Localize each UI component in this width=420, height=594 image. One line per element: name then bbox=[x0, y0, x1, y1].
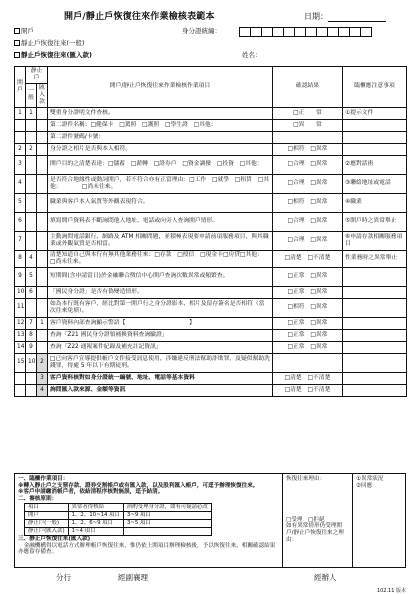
row-open-no: 4 bbox=[15, 174, 26, 193]
name-label: 姓名： bbox=[242, 51, 262, 59]
row-bulk-no bbox=[37, 267, 48, 286]
checklist-table bbox=[14, 66, 407, 397]
row-item: □已向客戶宣導提供帳戶文件接受訊息使用，涉嫌違反刑法幫助詐欺罪，及疑似幫助洗錢罪，得處 5 年以下有期徒刑。 bbox=[48, 353, 273, 372]
table-row bbox=[15, 372, 407, 384]
col-dormant-header: 靜止戶 bbox=[26, 67, 48, 84]
row-general-no: 2 bbox=[26, 143, 37, 155]
row-result[interactable] bbox=[273, 131, 343, 143]
row-general-no bbox=[26, 119, 37, 131]
row-result[interactable]: □合理 □異常 bbox=[273, 174, 343, 193]
row-result[interactable]: □合理 □異常 bbox=[273, 155, 343, 174]
row-note bbox=[343, 317, 407, 329]
instruction-heading-2: 二、審核原則： bbox=[18, 496, 58, 503]
handler-label: 經辦人 bbox=[314, 573, 337, 582]
row-item: 查詢「Z21 國民身分證領補換資料查詢驗證」 bbox=[48, 329, 273, 341]
account-type-section bbox=[14, 28, 406, 62]
row-bulk-no: 2 bbox=[37, 353, 48, 372]
row-result[interactable]: □相符 □異常 bbox=[273, 298, 343, 317]
row-open-no bbox=[15, 119, 26, 131]
table-row bbox=[15, 231, 407, 250]
table-row bbox=[15, 341, 407, 353]
row-result[interactable]: □清楚 □不清楚 bbox=[273, 384, 343, 396]
row-item: 客戶資料內部查詢顯示警語【 】 bbox=[48, 317, 273, 329]
row-result[interactable]: □正常 □異常 bbox=[273, 329, 343, 341]
version-label: 102.11 版本 bbox=[376, 588, 406, 594]
row-open-no bbox=[15, 372, 26, 384]
row-open-no: 14 bbox=[15, 341, 26, 353]
open-account-checkbox[interactable] bbox=[14, 28, 20, 34]
row-bulk-no bbox=[37, 250, 48, 267]
row-note bbox=[343, 131, 407, 143]
row-item: 第二證件名稱：□健保卡 □駕照 □護照 □學生證 □其他： bbox=[48, 119, 273, 131]
table-row bbox=[15, 174, 407, 193]
row-note bbox=[343, 372, 407, 384]
row-bulk-no bbox=[37, 286, 48, 298]
criteria-cell: 開戶 bbox=[25, 511, 69, 519]
row-note: ②應對話術 bbox=[343, 155, 407, 174]
row-note bbox=[343, 119, 407, 131]
row-general-no: 6 bbox=[26, 286, 37, 298]
row-open-no: 11 bbox=[15, 298, 26, 317]
criteria-head-2: 斟酌受理身分證，如有可疑請必改 bbox=[123, 503, 211, 511]
row-item: 職業與客戶本人氣質等外觀表現符合。 bbox=[48, 193, 273, 212]
dormant-bulk-label: 靜止戶恢復往來(匯入款) bbox=[21, 51, 92, 59]
row-note: 性業務時之異常舉止 bbox=[343, 250, 407, 267]
row-note bbox=[343, 267, 407, 286]
row-general-no bbox=[26, 174, 37, 193]
row-open-no: 15 bbox=[15, 353, 26, 372]
dormant-bulk-checkbox[interactable] bbox=[14, 52, 20, 58]
row-bulk-no bbox=[37, 174, 48, 193]
page-title: 開戶/靜止戶恢復往來作業檢核表範本 bbox=[64, 12, 215, 22]
row-general-no: 4 bbox=[26, 250, 37, 267]
row-open-no: 7 bbox=[15, 231, 26, 250]
id-number-boxes[interactable] bbox=[240, 27, 372, 40]
row-item: 查詢「Z22 通報案件紀錄及補充註記資訊」 bbox=[48, 341, 273, 353]
row-result[interactable]: □合理 □異常 bbox=[273, 231, 343, 250]
id-label: 身分證統編： bbox=[182, 27, 221, 35]
row-open-no: 13 bbox=[15, 329, 26, 341]
row-bulk-no bbox=[37, 329, 48, 341]
criteria-head-0: 項目 bbox=[25, 503, 69, 511]
row-bulk-no bbox=[37, 231, 48, 250]
criteria-head-1: 異常者得核結 bbox=[68, 503, 123, 511]
col-open-header: 開戶 bbox=[15, 67, 26, 108]
instruction-text-1: ※轉入靜止戶之支票存款、證券交割帳戶或有匯入款，以及股利匯入帳戶，可逕予辦理恢復往來。 bbox=[18, 482, 259, 489]
row-note bbox=[343, 298, 407, 317]
row-result[interactable] bbox=[273, 353, 343, 372]
resume-reason-box bbox=[283, 474, 353, 567]
row-open-no: 1 bbox=[15, 107, 26, 119]
table-row bbox=[15, 286, 407, 298]
criteria-cell: 3~5 項目 bbox=[123, 519, 211, 527]
date-field bbox=[304, 12, 386, 22]
row-result[interactable]: □正常 □異常 bbox=[273, 317, 343, 329]
row-note: ⑥申請存款相關服務項目 bbox=[343, 231, 407, 250]
row-general-no bbox=[26, 131, 37, 143]
instruction-heading-3: 三、靜止戶恢復往來(匯入款) bbox=[18, 535, 91, 542]
date-input-line[interactable] bbox=[328, 13, 386, 22]
row-general-no: 9 bbox=[26, 341, 37, 353]
row-bulk-no bbox=[37, 298, 48, 317]
row-bulk-no bbox=[37, 119, 48, 131]
row-general-no bbox=[26, 298, 37, 317]
row-item: 「國民身分證」是否有偽變造情形。 bbox=[48, 286, 273, 298]
row-note: ①提示文件 bbox=[343, 107, 407, 119]
review-criteria-table bbox=[24, 503, 212, 536]
row-result[interactable]: □正常 □異常 bbox=[273, 267, 343, 286]
row-result[interactable]: □清楚 □不清楚 bbox=[273, 250, 343, 267]
table-row bbox=[15, 329, 407, 341]
row-result[interactable]: □正 常 bbox=[273, 107, 343, 119]
row-bulk-no bbox=[37, 107, 48, 119]
row-item: 短期間(含申請當日)於金融聯合徵信中心開戶查詢次數異常或頻繁查。 bbox=[48, 267, 273, 286]
manager-label: 經副襄理 bbox=[118, 573, 148, 582]
criteria-cell: 1、2、10~14 項目 bbox=[68, 511, 123, 519]
instruction-text-3: 金融機構得以電話方式辦理帳戶恢復往來，惟仍依上開項目辦理檢核後，予以恢復往來，相關確認結果亦應留存備查。 bbox=[18, 542, 276, 556]
criteria-cell bbox=[123, 527, 211, 535]
row-result[interactable]: □相符 □異常 bbox=[273, 143, 343, 155]
row-note bbox=[343, 353, 407, 372]
row-general-no: 5 bbox=[26, 267, 37, 286]
instructions-left bbox=[15, 474, 283, 567]
row-result[interactable]: □正常 □異常 bbox=[273, 286, 343, 298]
col-note-header: 臨櫃應注意事項 bbox=[343, 67, 407, 108]
row-item: 第二證件號碼/卡號： bbox=[48, 131, 273, 143]
row-item: 詢問匯入款來源、金額等資訊 bbox=[48, 384, 273, 396]
row-general-no bbox=[26, 231, 37, 250]
row-general-no: 1 bbox=[26, 107, 37, 119]
note-item-2: ②回應 bbox=[356, 482, 373, 489]
row-note: ③聯絡地址或電話 bbox=[343, 174, 407, 193]
row-result[interactable]: □合理 □異常 bbox=[273, 212, 343, 231]
table-row bbox=[15, 384, 407, 396]
table-row bbox=[15, 353, 407, 372]
row-result[interactable]: □正常 □異常 bbox=[273, 341, 343, 353]
row-item: 主動詢問電話銀行、網路及 ATM 相關問題，並積極表現要申請前項服務項目，與其職業或外觀氣質是否相當。 bbox=[48, 231, 273, 250]
instructions-section bbox=[14, 473, 406, 568]
row-general-no bbox=[26, 372, 37, 384]
row-open-no: 5 bbox=[15, 193, 26, 212]
row-note: ④職業 bbox=[343, 193, 407, 212]
row-item: 開戶目的之清楚表達：□儲蓄 □薪轉 □證券戶 □資金調撥 □投資 □其他： bbox=[48, 155, 273, 174]
instruction-text-2: ※客戶申請繳消帳戶者，依結清程序核對無誤，逕予結清。 bbox=[18, 489, 164, 496]
table-row bbox=[15, 212, 407, 231]
checklist-page bbox=[14, 8, 406, 594]
row-open-no bbox=[15, 384, 26, 396]
row-open-no: 2 bbox=[15, 143, 26, 155]
criteria-cell: 靜止戶(匯入款) bbox=[25, 527, 69, 535]
table-row bbox=[15, 250, 407, 267]
row-bulk-no: 3 bbox=[37, 372, 48, 384]
row-bulk-no bbox=[37, 193, 48, 212]
table-row bbox=[15, 193, 407, 212]
table-row bbox=[15, 298, 407, 317]
row-general-no bbox=[26, 384, 37, 396]
criteria-cell: 3~9 項目 bbox=[123, 511, 211, 519]
row-note bbox=[343, 384, 407, 396]
row-note bbox=[343, 341, 407, 353]
criteria-cell: 1~4 項目 bbox=[68, 527, 123, 535]
row-general-no bbox=[26, 193, 37, 212]
table-row bbox=[15, 107, 407, 119]
row-result[interactable]: □清楚 □不清楚 bbox=[273, 372, 343, 384]
row-general-no: 10 bbox=[26, 353, 37, 372]
note-item-1: ①異常狀況 bbox=[356, 476, 384, 482]
criteria-cell: 靜止戶(一般) bbox=[25, 519, 69, 527]
open-account-label: 開戶 bbox=[21, 27, 34, 35]
row-item: 填寫開戶資料表不斷詢問他人地址、電話或向旁人查詢開戶情形。 bbox=[48, 212, 273, 231]
resume-reason-label: 恢復往來理由： bbox=[286, 476, 326, 482]
row-item: 是否符合地緣性或動詞開戶，若不符合亦有正當理由：□工作 □就學 □租賃 □其他： □尚未往來。 bbox=[48, 174, 273, 193]
row-bulk-no bbox=[37, 341, 48, 353]
instruction-heading-1: 一、臨櫃作業項目： bbox=[18, 476, 69, 482]
table-row bbox=[15, 119, 407, 131]
row-note bbox=[343, 143, 407, 155]
row-general-no: 7 bbox=[26, 317, 37, 329]
col-items-header: 開戶/靜止戶恢復往來作業檢核作業項目 bbox=[48, 67, 273, 108]
table-row bbox=[15, 267, 407, 286]
row-note bbox=[343, 286, 407, 298]
row-bulk-no: 4 bbox=[37, 384, 48, 396]
table-row bbox=[15, 143, 407, 155]
row-open-no: 12 bbox=[15, 317, 26, 329]
row-open-no bbox=[15, 131, 26, 143]
row-bulk-no: 1 bbox=[37, 317, 48, 329]
row-bulk-no bbox=[37, 155, 48, 174]
accept-reject-options[interactable]: □受理 □拒絕 bbox=[286, 516, 325, 523]
row-open-no: 3 bbox=[15, 155, 26, 174]
row-item: 雙重身分證明文件查核。 bbox=[48, 107, 273, 119]
row-bulk-no bbox=[37, 131, 48, 143]
row-open-no: 8 bbox=[15, 250, 26, 267]
row-open-no: 9 bbox=[15, 267, 26, 286]
col-bulk-header: 匯入款 bbox=[37, 83, 48, 107]
row-general-no: 8 bbox=[26, 329, 37, 341]
row-general-no bbox=[26, 212, 37, 231]
row-open-no: 10 bbox=[15, 286, 26, 298]
row-note: ⑤開戶時之異常舉止 bbox=[343, 212, 407, 231]
row-item: 客戶資料核對如身分證統一編號、地址、電話等基本資料 bbox=[48, 372, 273, 384]
table-row bbox=[15, 317, 407, 329]
row-open-no: 6 bbox=[15, 212, 26, 231]
row-item: 清楚知道自己與本行有無其他業務往來：□存款 □授信 □現金卡□房貸□其他： □尚未往來。 bbox=[48, 250, 273, 267]
branch-label: 分行 bbox=[56, 573, 71, 582]
note-box bbox=[353, 474, 405, 567]
table-row bbox=[15, 155, 407, 174]
dormant-general-checkbox[interactable] bbox=[14, 40, 20, 46]
row-bulk-no bbox=[37, 212, 48, 231]
col-general-header: 一般 bbox=[26, 83, 37, 107]
dormant-general-label: 靜止戶恢復往來(一般) bbox=[21, 39, 85, 47]
row-general-no bbox=[26, 155, 37, 174]
row-note bbox=[343, 329, 407, 341]
col-result-header: 確認結果 bbox=[273, 67, 343, 108]
row-item: 如為本行既有客戶，經比對第一開戶行之身分證影本、相片及留存簽名是否相符（當次往來免填）。 bbox=[48, 298, 273, 317]
exception-reason-label: 如有異常情形仍受理開戶/靜止戶恢復往來之理由： bbox=[286, 523, 344, 543]
row-bulk-no bbox=[37, 143, 48, 155]
date-label: 日期： bbox=[304, 12, 328, 21]
row-result[interactable]: □異 常 bbox=[273, 119, 343, 131]
row-item: 身分證之相片是否與本人相符。 bbox=[48, 143, 273, 155]
table-row bbox=[15, 131, 407, 143]
row-result[interactable]: □相符 □異常 bbox=[273, 193, 343, 212]
criteria-cell: 1、2、6~9 項目 bbox=[68, 519, 123, 527]
